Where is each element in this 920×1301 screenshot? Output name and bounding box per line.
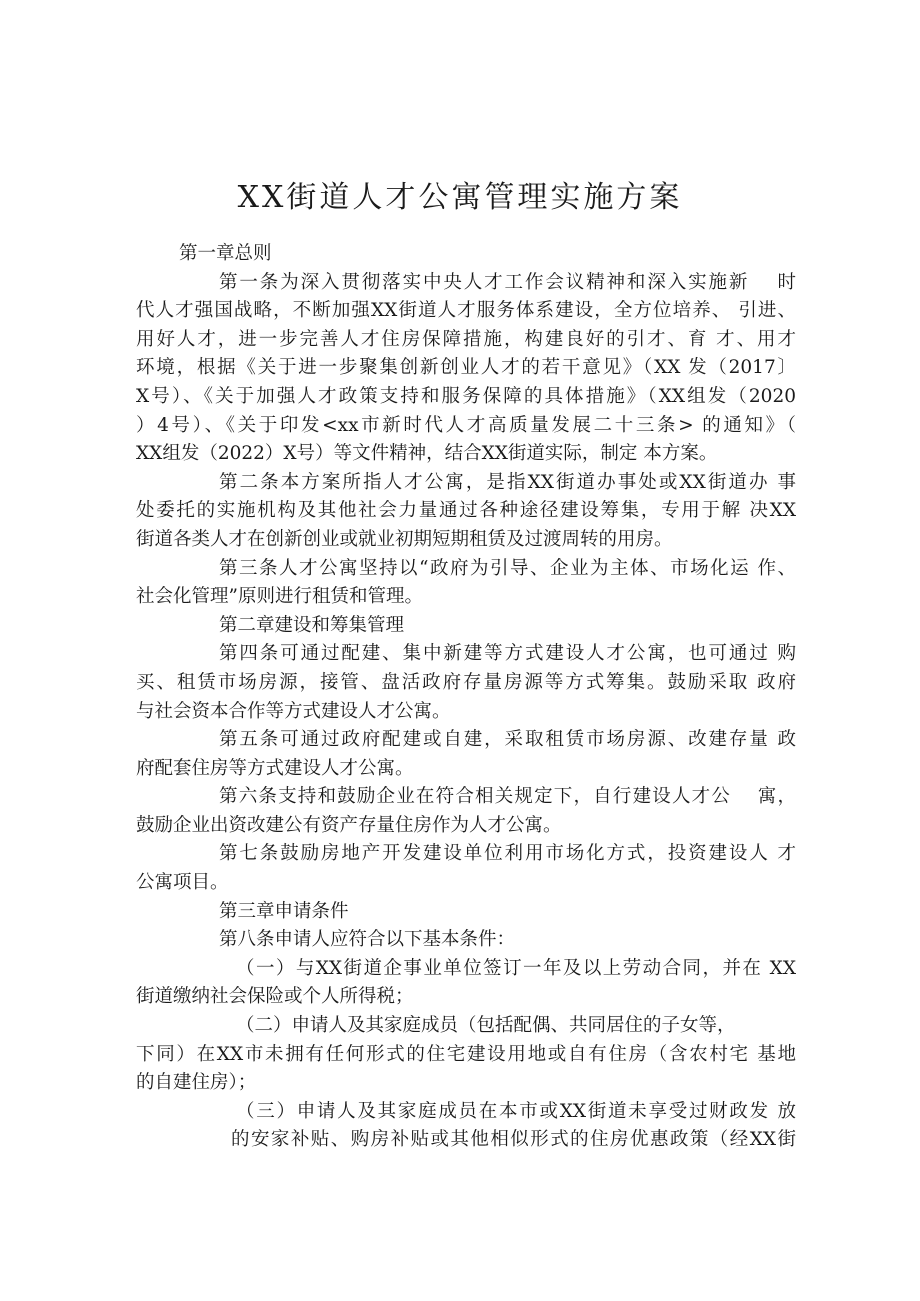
- text-line: （一）与XX街道企事业单位签订一年及以上劳动合同，并在 XX: [236, 957, 796, 979]
- text-line: 的自建住房）；: [136, 1072, 257, 1094]
- text-line: （二）申请人及其家庭成员（包括配偶、共同居住的子女等，: [236, 1015, 736, 1037]
- text-line: 社会化管理”原则进行租赁和管理。: [136, 586, 423, 608]
- text-line: 环境，根据《关于进一步聚集创新创业人才的若干意见》（XX 发（2017〕: [136, 357, 796, 379]
- text-line: 第八条申请人应符合以下基本条件：: [219, 929, 516, 951]
- text-line: 的安家补贴、购房补贴或其他相似形式的住房优惠政策（经XX街: [231, 1129, 796, 1151]
- text-line: 第二章建设和筹集管理: [219, 614, 405, 636]
- text-line: 第二条本方案所指人才公寓，是指XX街道办事处或XX街道办 事: [219, 471, 796, 493]
- text-line: 处委托的实施机构及其他社会力量通过各种途径建设筹集，专用于解 决XX: [136, 500, 796, 522]
- text-line: 府配套住房等方式建设人才公寓。: [136, 757, 414, 779]
- document-title: XX街道人才公寓管理实施方案: [237, 180, 683, 215]
- text-line: 街道各类人才在创新创业或就业初期短期租赁及过渡周转的用房。: [136, 528, 673, 550]
- text-line: ）4号）、《关于印发<xx市新时代人才高质量发展二十三条> 的通知》（: [136, 414, 796, 436]
- text-line: 代人才强国战略，不断加强XX街道人才服务体系建设，全方位培养、 引进、: [136, 300, 796, 322]
- text-line: 第七条鼓励房地产开发建设单位利用市场化方式，投资建设人 才: [219, 843, 796, 865]
- text-line: 第四条可通过配建、集中新建等方式建设人才公寓，也可通过 购: [219, 643, 796, 665]
- text-line: 用好人才，进一步完善人才住房保障措施，构建良好的引才、育 才、用才: [136, 328, 796, 350]
- text-line: 第五条可通过政府配建或自建，采取租赁市场房源、改建存量 政: [219, 729, 796, 751]
- text-line: 鼓励企业出资改建公有资产存量住房作为人才公寓。: [136, 814, 562, 836]
- text-line: （三）申请人及其家庭成员在本市或XX街道未享受过财政发 放: [236, 1100, 796, 1122]
- text-line: 第一条为深入贯彻落实中央人才工作会议精神和深入实施新 时: [219, 271, 796, 293]
- text-line: 第一章总则: [179, 243, 272, 264]
- document-body: [136, 240, 796, 1155]
- text-line: 下同）在XX市未拥有任何形式的住宅建设用地或自有住房（含农村宅 基地: [136, 1043, 796, 1065]
- text-line: X号）、《关于加强人才政策支持和服务保障的具体措施》（XX组发（2020: [136, 385, 796, 407]
- text-line: 第六条支持和鼓励企业在符合相关规定下，自行建设人才公 寓，: [219, 786, 796, 808]
- text-line: 公寓项目。: [136, 872, 229, 894]
- text-line: 与社会资本合作等方式建设人才公寓。: [136, 700, 451, 722]
- text-line: XX组发（2022）X号）等文件精神，结合XX街道实际，制定 本方案。: [136, 443, 718, 465]
- text-line: 买、租赁市场房源，接管、盘活政府存量房源等方式筹集。鼓励采取 政府: [136, 671, 796, 693]
- text-line: 第三条人才公寓坚持以“政府为引导、企业为主体、市场化运 作、: [219, 557, 796, 579]
- text-line: 第三章申请条件: [219, 900, 349, 922]
- text-line: 街道缴纳社会保险或个人所得税；: [136, 986, 414, 1008]
